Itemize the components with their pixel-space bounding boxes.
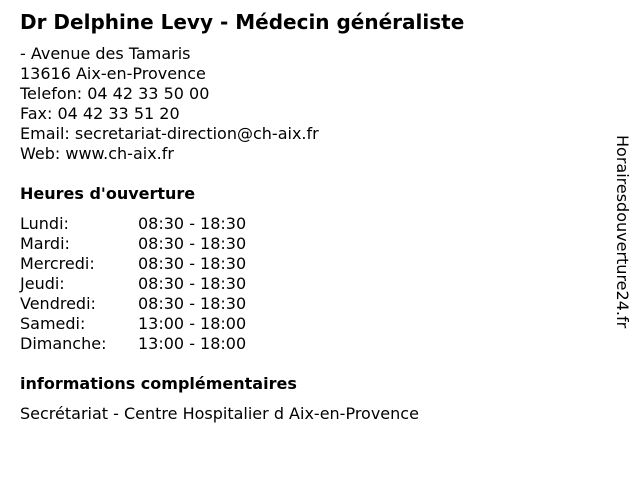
hours-time: 08:30 - 18:30	[138, 294, 247, 313]
hours-day: Samedi:	[20, 314, 86, 333]
hours-row-wednesday	[20, 254, 246, 274]
hours-time: 13:00 - 18:00	[138, 314, 247, 333]
web-line: Web: www.ch-aix.fr	[20, 144, 174, 163]
hours-day: Mardi:	[20, 234, 70, 253]
hours-time: 08:30 - 18:30	[138, 274, 247, 293]
hours-time: 13:00 - 18:00	[138, 334, 247, 353]
hours-row-saturday	[20, 314, 246, 334]
hours-row-tuesday	[20, 234, 246, 254]
hours-day: Vendredi:	[20, 294, 96, 313]
address-block	[20, 44, 319, 164]
hours-row-monday	[20, 214, 246, 234]
additional-info-text: Secrétariat - Centre Hospitalier d Aix-en-Provence	[20, 404, 419, 423]
opening-hours-heading: Heures d'ouverture	[20, 184, 196, 203]
phone-line: Telefon: 04 42 33 50 00	[20, 84, 210, 103]
hours-day: Mercredi:	[20, 254, 95, 273]
hours-time: 08:30 - 18:30	[138, 234, 247, 253]
page-title: Dr Delphine Levy - Médecin généraliste	[20, 10, 465, 34]
hours-day: Jeudi:	[20, 274, 65, 293]
site-brand-vertical: Horairesdouverture24.fr	[613, 135, 632, 329]
additional-info-heading: informations complémentaires	[20, 374, 297, 393]
opening-hours-table	[20, 214, 246, 354]
hours-time: 08:30 - 18:30	[138, 214, 247, 233]
fax-line: Fax: 04 42 33 51 20	[20, 104, 180, 123]
hours-time: 08:30 - 18:30	[138, 254, 247, 273]
email-line: Email: secretariat-direction@ch-aix.fr	[20, 124, 319, 143]
hours-row-thursday	[20, 274, 246, 294]
hours-row-friday	[20, 294, 246, 314]
hours-day: Lundi:	[20, 214, 69, 233]
hours-day: Dimanche:	[20, 334, 107, 353]
address-street: - Avenue des Tamaris	[20, 44, 191, 63]
address-city: 13616 Aix-en-Provence	[20, 64, 206, 83]
hours-row-sunday	[20, 334, 246, 354]
